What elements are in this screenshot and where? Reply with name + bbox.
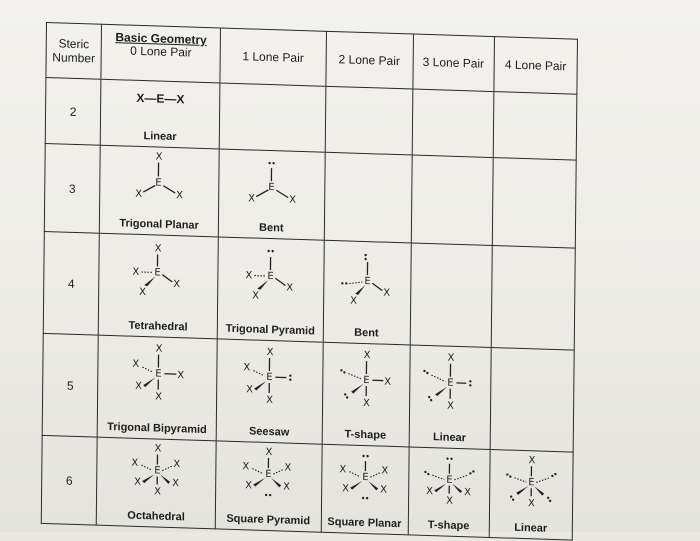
atom-e: E [155, 177, 161, 188]
steric-header-line2: Number [47, 50, 101, 66]
empty-cell [491, 246, 575, 351]
geometry-cell-linear [100, 79, 220, 149]
atom-x: X [244, 362, 251, 373]
atom-x: X [176, 190, 183, 201]
empty-cell [412, 89, 494, 158]
empty-cell [492, 158, 576, 249]
three-lone-pair-header: 3 Lone Pair [413, 34, 495, 92]
four-lone-pair-header: 4 Lone Pair [494, 37, 578, 95]
geometry-cell-linear-5 [409, 345, 491, 450]
geometry-label: Linear [101, 129, 219, 145]
steric-header-line1: Steric [47, 36, 101, 52]
zero-lone-pair-header: 0 Lone Pair [102, 44, 220, 61]
atom-e: E [363, 375, 369, 386]
geometry-cell-square-planar [321, 444, 409, 535]
atom-x: X [155, 443, 162, 454]
atom-e: E [447, 378, 453, 389]
steric-row-3 [44, 143, 576, 248]
atom-x: X [156, 343, 163, 354]
steric-row-6 [41, 435, 573, 540]
empty-cell [325, 86, 413, 155]
geometry-label: Trigonal Planar [100, 217, 218, 233]
atom-x: X [381, 466, 388, 477]
atom-x: X [174, 459, 181, 470]
geometry-label: Seesaw [217, 424, 321, 439]
bent-4-structure [324, 241, 411, 322]
geometry-label: Tetrahedral [99, 319, 217, 335]
t-shape-structure [322, 343, 409, 424]
geometry-label: Linear [490, 521, 572, 536]
geometry-cell-trigonal-pyramid [218, 237, 324, 342]
steric-row-5 [42, 333, 574, 452]
atom-x: X [243, 461, 250, 472]
geometry-cell-seesaw [216, 339, 322, 444]
atom-e: E [269, 182, 275, 193]
geometry-cell-tetrahedral [98, 233, 218, 339]
trigonal-pyramid-structure [218, 237, 323, 318]
atom-x: X [339, 464, 346, 475]
geometry-cell-linear-6 [489, 449, 573, 540]
atom-x: X [447, 401, 454, 412]
atom-x: X [363, 398, 370, 409]
empty-cell [411, 155, 493, 246]
geometry-label: Square Planar [321, 516, 407, 531]
atom-x: X [285, 463, 292, 474]
atom-e: E [266, 469, 272, 480]
atom-x: X [528, 498, 535, 509]
linear-6-structure [490, 450, 573, 519]
steric-number-cell: 4 [43, 231, 99, 335]
empty-cell [410, 243, 492, 348]
atom-x: X [134, 477, 141, 488]
geometry-cell-bent-4 [323, 240, 411, 345]
geometry-cell-square-pyramid [216, 441, 322, 532]
atom-x: X [177, 370, 184, 381]
basic-geometry-header [101, 24, 221, 83]
empty-cell [220, 83, 326, 152]
atom-x: X [133, 267, 140, 278]
trigonal-planar-structure [100, 146, 219, 216]
tetrahedral-structure [99, 234, 218, 316]
vsepr-table [41, 22, 578, 541]
linear-5-structure [410, 345, 491, 425]
linear-formula: X—E—X [101, 80, 219, 108]
atom-x: X [287, 283, 294, 294]
atom-x: X [267, 347, 274, 358]
atom-x: X [173, 279, 180, 290]
atom-x: X [446, 496, 453, 507]
atom-e: E [446, 475, 452, 486]
atom-x: X [133, 359, 140, 370]
atom-x: X [139, 287, 146, 298]
geometry-label: Trigonal Pyramid [218, 322, 322, 337]
one-lone-pair-header: 1 Lone Pair [220, 28, 326, 86]
steric-number-cell: 5 [42, 333, 98, 437]
steric-number-header [46, 23, 102, 80]
geometry-label: T-shape [322, 428, 408, 443]
atom-e: E [267, 372, 273, 383]
atom-x: X [266, 395, 273, 406]
empty-cell [493, 92, 577, 161]
atom-x: X [253, 291, 260, 302]
geometry-cell-t-shape-6 [408, 447, 490, 538]
atom-x: X [249, 193, 256, 204]
square-pyramid-structure [216, 441, 321, 510]
square-planar-structure [322, 445, 409, 514]
atom-e: E [155, 267, 161, 278]
atom-x: X [426, 486, 433, 497]
atom-e: E [154, 465, 160, 476]
vsepr-table-wrapper [41, 22, 578, 533]
basic-geometry-title: Basic Geometry [102, 31, 220, 48]
geometry-cell-trigonal-planar [99, 145, 219, 237]
atom-x: X [266, 447, 273, 458]
atom-x: X [172, 478, 179, 489]
atom-x: X [383, 288, 390, 299]
geometry-label: Trigonal Bipyramid [98, 421, 216, 437]
geometry-label: T-shape [408, 518, 488, 533]
atom-x: X [246, 270, 253, 281]
atom-x: X [384, 377, 391, 388]
steric-number-cell: 3 [44, 143, 100, 233]
geometry-label: Octahedral [97, 509, 215, 525]
atom-x: X [284, 481, 291, 492]
atom-x: X [135, 381, 142, 392]
atom-x: X [246, 480, 253, 491]
geometry-label: Square Pyramid [216, 512, 320, 527]
geometry-cell-t-shape [322, 342, 410, 447]
empty-cell [490, 347, 574, 452]
atom-x: X [380, 485, 387, 496]
atom-e: E [268, 271, 274, 282]
steric-number-cell: 6 [41, 435, 97, 525]
two-lone-pair-header: 2 Lone Pair [325, 31, 413, 89]
bent-structure [219, 149, 324, 218]
steric-number-cell: 2 [45, 78, 101, 146]
atom-x: X [342, 483, 349, 494]
empty-cell [324, 152, 412, 243]
atom-e: E [364, 276, 370, 287]
atom-x: X [135, 189, 142, 200]
octahedral-structure [97, 438, 216, 508]
seesaw-structure [217, 339, 322, 420]
atom-x: X [155, 391, 162, 402]
atom-x: X [464, 487, 471, 498]
geometry-cell-octahedral [96, 437, 216, 529]
atom-x: X [363, 350, 370, 361]
atom-x: X [290, 195, 297, 206]
steric-row-4 [43, 231, 575, 350]
atom-x: X [155, 243, 162, 254]
atom-e: E [362, 472, 368, 483]
trigonal-bipyramid-structure [98, 336, 217, 418]
atom-x: X [156, 151, 163, 162]
geometry-label: Linear [409, 430, 489, 445]
atom-x: X [350, 296, 357, 307]
atom-x: X [447, 353, 454, 364]
atom-x: X [154, 486, 161, 497]
atom-x: X [247, 384, 254, 395]
geometry-cell-bent [219, 149, 325, 240]
atom-e: E [155, 368, 161, 379]
atom-x: X [132, 458, 139, 469]
geometry-label: Bent [219, 220, 323, 235]
geometry-label: Bent [323, 326, 409, 341]
t-shape-6-structure [409, 447, 490, 515]
atom-x: X [528, 455, 535, 466]
geometry-cell-trigonal-bipyramid [97, 335, 217, 441]
atom-e: E [528, 477, 534, 488]
